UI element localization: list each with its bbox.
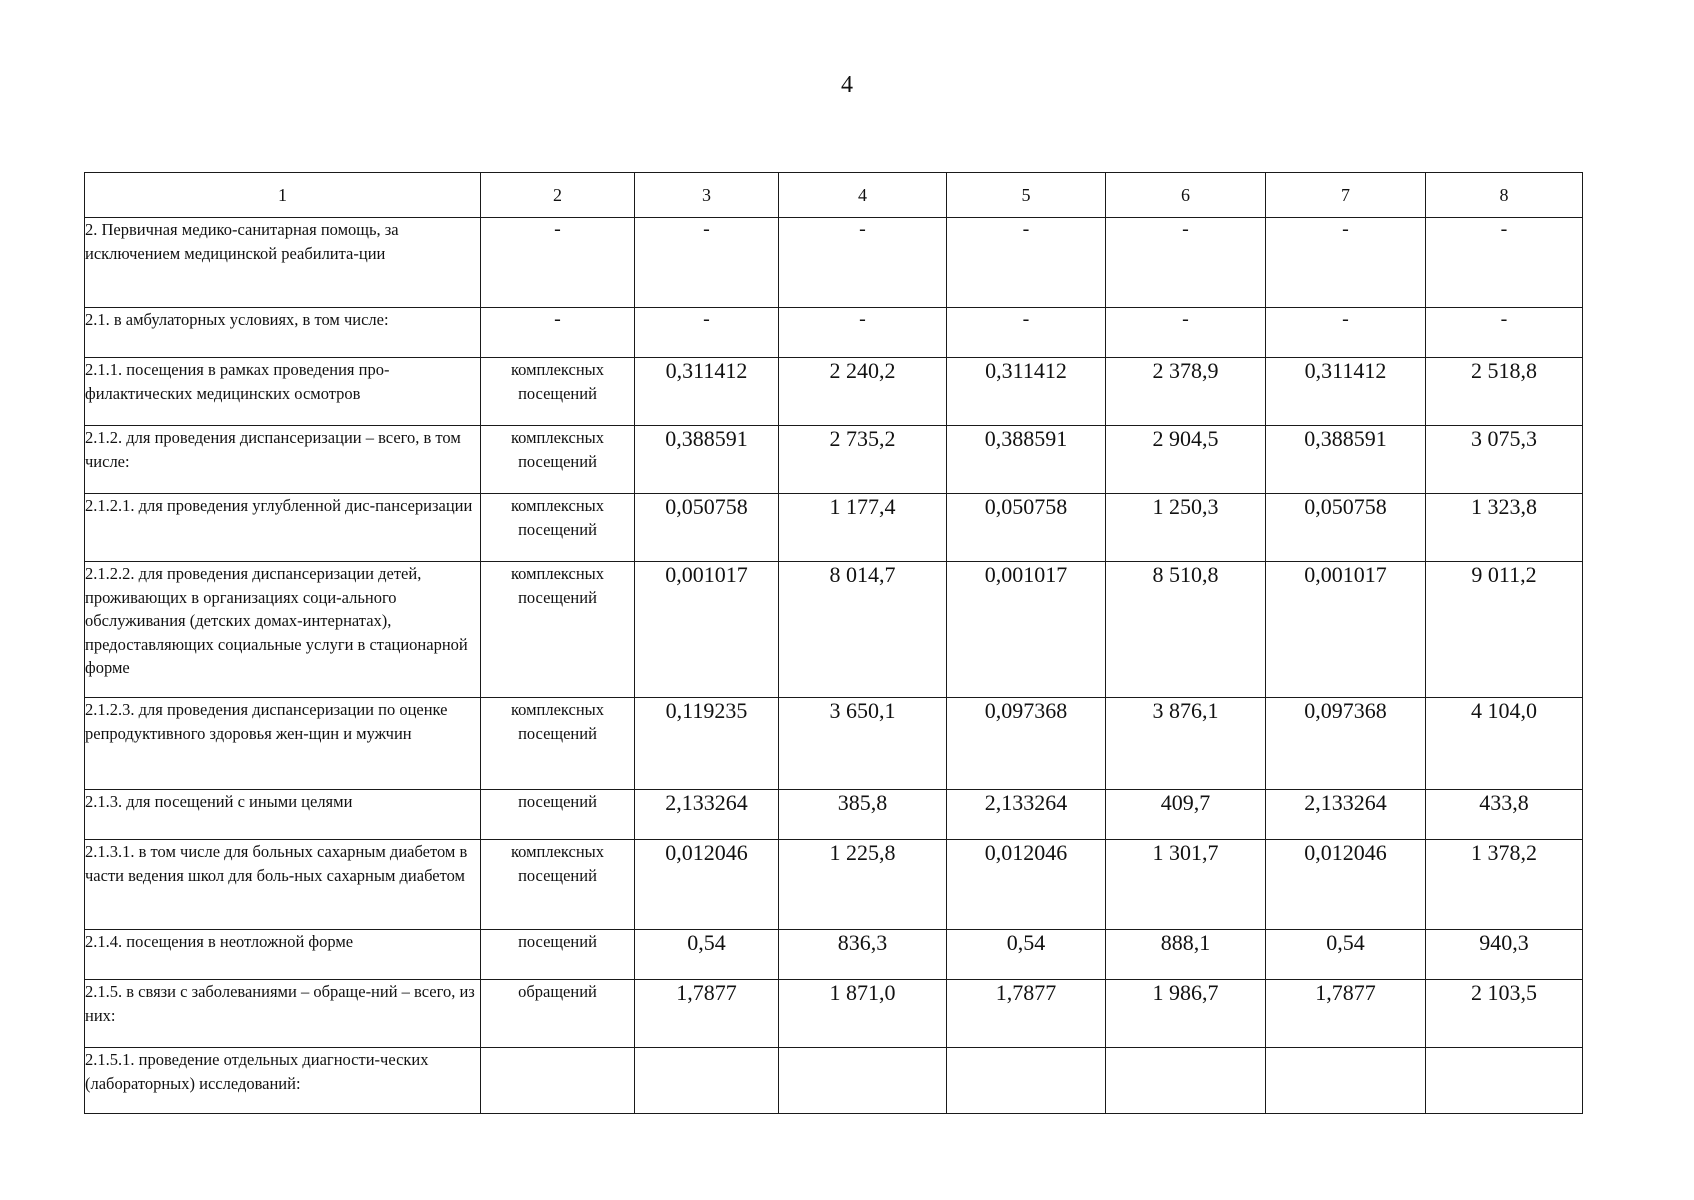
row-value: -	[1426, 308, 1583, 358]
row-value: 2,133264	[947, 790, 1106, 840]
row-value: 0,012046	[947, 840, 1106, 930]
row-value: 2 735,2	[779, 426, 947, 494]
row-value: 836,3	[779, 930, 947, 980]
row-value: 2 518,8	[1426, 358, 1583, 426]
row-value: -	[635, 308, 779, 358]
row-name: 2.1.2.3. для проведения диспансеризации по оценке репродуктивного здоровья жен-щин и мужчин	[85, 698, 481, 790]
row-value: 0,097368	[947, 698, 1106, 790]
row-value: 0,001017	[1266, 562, 1426, 698]
row-name: 2.1.5.1. проведение отдельных диагности-ческих (лабораторных) исследований:	[85, 1048, 481, 1114]
tariff-table	[84, 172, 1583, 1114]
row-value: -	[635, 218, 779, 308]
row-value: -	[1106, 218, 1266, 308]
row-value: 1,7877	[1266, 980, 1426, 1048]
row-value: 1 871,0	[779, 980, 947, 1048]
row-name: 2.1.2. для проведения диспансеризации – всего, в том числе:	[85, 426, 481, 494]
header-cell-1: 1	[85, 173, 481, 218]
row-value	[1266, 1048, 1426, 1114]
row-value: 0,097368	[1266, 698, 1426, 790]
row-unit: комплексных посещений	[481, 562, 635, 698]
row-value: -	[779, 308, 947, 358]
row-unit: -	[481, 308, 635, 358]
row-value: 0,388591	[947, 426, 1106, 494]
row-value: 0,54	[1266, 930, 1426, 980]
row-value: 0,54	[947, 930, 1106, 980]
row-value: 0,311412	[947, 358, 1106, 426]
table-row	[85, 426, 1583, 494]
row-value: 9 011,2	[1426, 562, 1583, 698]
row-value: 0,388591	[635, 426, 779, 494]
row-value: 2 240,2	[779, 358, 947, 426]
row-name: 2.1.3. для посещений с иными целями	[85, 790, 481, 840]
row-unit: -	[481, 218, 635, 308]
row-unit: комплексных посещений	[481, 698, 635, 790]
row-value: 433,8	[1426, 790, 1583, 840]
row-value: -	[1106, 308, 1266, 358]
row-value: 2,133264	[635, 790, 779, 840]
table-row	[85, 218, 1583, 308]
row-value: 1 177,4	[779, 494, 947, 562]
row-value: 1,7877	[947, 980, 1106, 1048]
row-value: 2 904,5	[1106, 426, 1266, 494]
table-row	[85, 308, 1583, 358]
row-unit	[481, 1048, 635, 1114]
row-value: 0,001017	[635, 562, 779, 698]
row-name: 2.1.4. посещения в неотложной форме	[85, 930, 481, 980]
row-value: 0,311412	[1266, 358, 1426, 426]
row-value: 1 986,7	[1106, 980, 1266, 1048]
row-value: -	[779, 218, 947, 308]
row-value: 0,311412	[635, 358, 779, 426]
row-value: -	[1266, 308, 1426, 358]
row-name: 2.1.2.2. для проведения диспансеризации детей, проживающих в организациях соци-ального обслуживания (детских домах-интернатах), предоставляющих социальные услуги в стационарной форме	[85, 562, 481, 698]
header-cell-4: 4	[779, 173, 947, 218]
row-unit: комплексных посещений	[481, 494, 635, 562]
header-cell-6: 6	[1106, 173, 1266, 218]
row-value: 385,8	[779, 790, 947, 840]
header-cell-2: 2	[481, 173, 635, 218]
header-row	[85, 173, 1583, 218]
row-value	[779, 1048, 947, 1114]
header-cell-3: 3	[635, 173, 779, 218]
row-value: 3 650,1	[779, 698, 947, 790]
table-row	[85, 562, 1583, 698]
row-value	[1106, 1048, 1266, 1114]
row-unit: комплексных посещений	[481, 426, 635, 494]
row-value: -	[1266, 218, 1426, 308]
row-name: 2. Первичная медико-санитарная помощь, за исключением медицинской реабилита-ции	[85, 218, 481, 308]
row-value: 1 378,2	[1426, 840, 1583, 930]
row-name: 2.1. в амбулаторных условиях, в том числе:	[85, 308, 481, 358]
row-name: 2.1.5. в связи с заболеваниями – обраще-ний – всего, из них:	[85, 980, 481, 1048]
row-name: 2.1.3.1. в том числе для больных сахарным диабетом в части ведения школ для боль-ных сахарным диабетом	[85, 840, 481, 930]
row-value	[635, 1048, 779, 1114]
table-row	[85, 494, 1583, 562]
table-row	[85, 358, 1583, 426]
row-unit: обращений	[481, 980, 635, 1048]
row-value: 1,7877	[635, 980, 779, 1048]
header-cell-7: 7	[1266, 173, 1426, 218]
row-name: 2.1.1. посещения в рамках проведения про-филактических медицинских осмотров	[85, 358, 481, 426]
row-value: -	[947, 218, 1106, 308]
row-value: 0,388591	[1266, 426, 1426, 494]
row-unit: посещений	[481, 930, 635, 980]
row-value: 409,7	[1106, 790, 1266, 840]
table-row	[85, 840, 1583, 930]
row-value: 0,119235	[635, 698, 779, 790]
row-value: -	[1426, 218, 1583, 308]
row-value: 0,001017	[947, 562, 1106, 698]
row-unit: комплексных посещений	[481, 358, 635, 426]
row-value: 3 876,1	[1106, 698, 1266, 790]
row-value: 0,012046	[1266, 840, 1426, 930]
header-cell-5: 5	[947, 173, 1106, 218]
table-row	[85, 698, 1583, 790]
row-value: 0,050758	[947, 494, 1106, 562]
table-row	[85, 930, 1583, 980]
row-value: 1 250,3	[1106, 494, 1266, 562]
row-value: 2 103,5	[1426, 980, 1583, 1048]
row-value: 940,3	[1426, 930, 1583, 980]
table-row	[85, 790, 1583, 840]
row-value: 3 075,3	[1426, 426, 1583, 494]
row-name: 2.1.2.1. для проведения углубленной дис-пансеризации	[85, 494, 481, 562]
row-value: 0,050758	[1266, 494, 1426, 562]
row-value	[1426, 1048, 1583, 1114]
row-value: 0,050758	[635, 494, 779, 562]
page-number: 4	[841, 72, 853, 98]
row-value	[947, 1048, 1106, 1114]
row-value: 1 301,7	[1106, 840, 1266, 930]
row-value: 1 225,8	[779, 840, 947, 930]
row-value: 8 014,7	[779, 562, 947, 698]
table-row	[85, 980, 1583, 1048]
row-value: 2 378,9	[1106, 358, 1266, 426]
row-value: 0,54	[635, 930, 779, 980]
row-value: -	[947, 308, 1106, 358]
row-unit: посещений	[481, 790, 635, 840]
row-value: 2,133264	[1266, 790, 1426, 840]
table-row	[85, 1048, 1583, 1114]
row-unit: комплексных посещений	[481, 840, 635, 930]
row-value: 1 323,8	[1426, 494, 1583, 562]
row-value: 4 104,0	[1426, 698, 1583, 790]
header-cell-8: 8	[1426, 173, 1583, 218]
row-value: 0,012046	[635, 840, 779, 930]
row-value: 8 510,8	[1106, 562, 1266, 698]
row-value: 888,1	[1106, 930, 1266, 980]
